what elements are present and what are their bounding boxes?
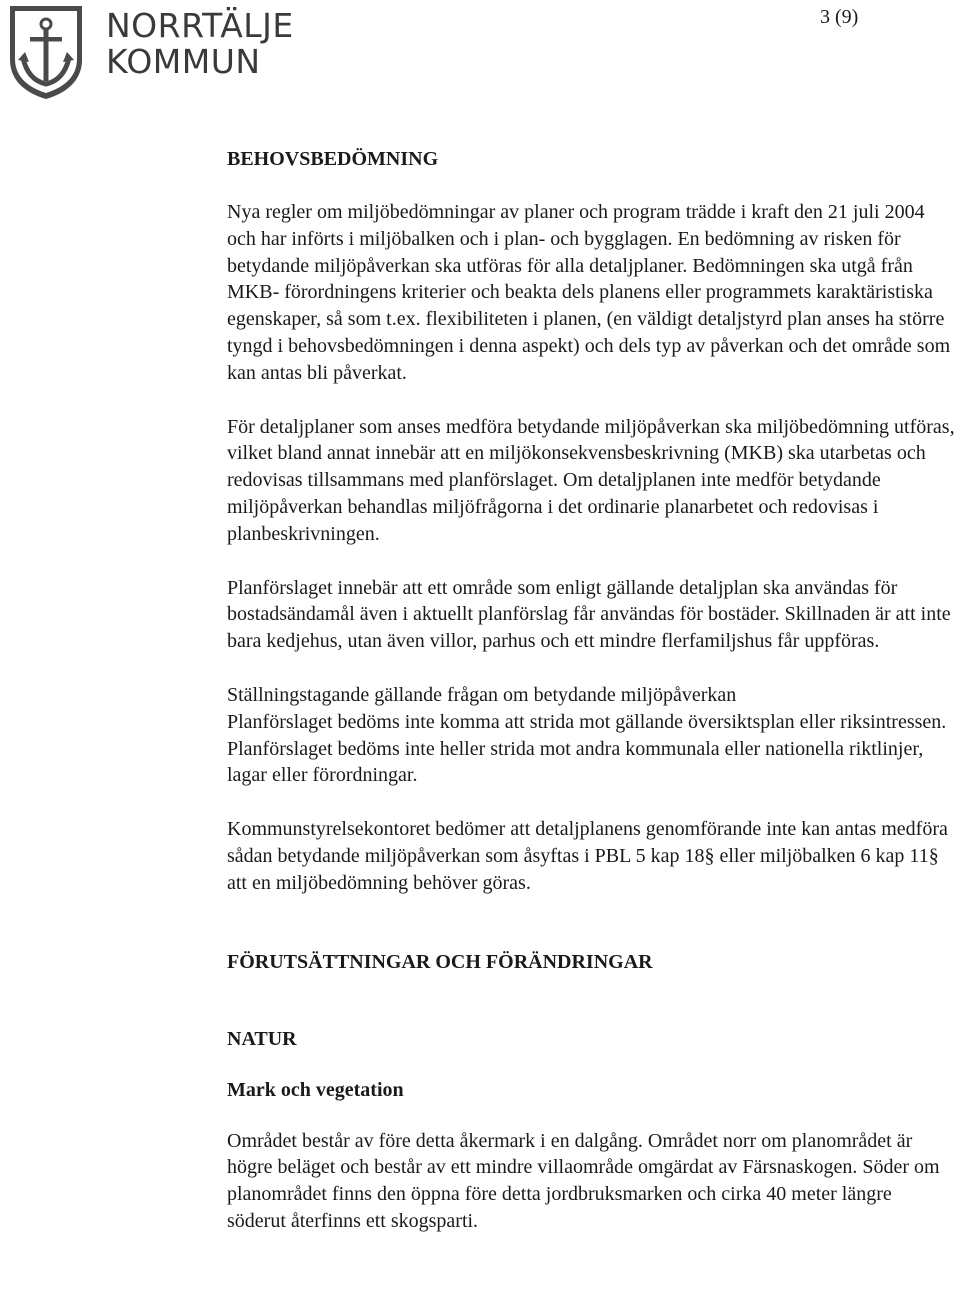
stallningstagande-block <box>227 682 955 789</box>
heading-forutsattningar: FÖRUTSÄTTNINGAR OCH FÖRÄNDRINGAR <box>227 950 653 973</box>
stallningstagande-title: Ställningstagande gällande frågan om betydande miljöpåverkan <box>227 683 737 706</box>
paragraph-detaljplaner: För detaljplaner som anses medföra betydande miljöpåverkan ska miljöbedömning utföras, vilket bland annat innebär att en miljökonsekvensbeskrivning (MKB) ska utarbetas och redovisas tillsammans med planförslaget. Om detaljplanen inte medför betydande miljöpåverkan behandlas miljöfrågorna i det ordinarie planarbetet och redovisas i planbeskrivningen. <box>227 415 955 545</box>
paragraph-kommunstyrelsekontoret: Kommunstyrelsekontoret bedömer att detaljplanens genomförande inte kan antas medföra sådan betydande miljöpåverkan som åsyftas i PBL 5 kap 18§ eller miljöbalken 6 kap 11§ att en miljöbedömning behöver göras. <box>227 818 948 894</box>
norrtalje-kommun-logo <box>6 4 306 100</box>
stallningstagande-body: Planförslaget bedöms inte komma att strida mot gällande översiktsplan eller riksintressen. Planförslaget bedöms inte heller strida mot andra kommunala eller nationella riktlinjer, lagar eller förordningar. <box>227 710 947 787</box>
heading-behovsbedomning: BEHOVSBEDÖMNING <box>227 148 439 170</box>
logo-line-2: KOMMUN <box>106 42 261 81</box>
logo-wordmark <box>106 8 294 80</box>
paragraph-omradet: Området består av före detta åkermark i en dalgång. Området norr om planområdet är högre beläget och består av ett mindre villaområde omgärdat av Färsnaskogen. Söder om planområdet finns den öppna före detta jordbruksmarken och cirka 40 meter längre söderut återfinns ett skogsparti. <box>227 1129 940 1232</box>
document-body <box>227 146 955 1235</box>
heading-natur: NATUR <box>227 1027 297 1050</box>
logo-line-1: NORRTÄLJE <box>106 6 294 45</box>
subheading-mark-och-vegetation: Mark och vegetation <box>227 1078 404 1101</box>
paragraph-planforslaget: Planförslaget innebär att ett område som enligt gällande detaljplan ska användas för bostadsändamål även i aktuellt planförslag får användas för bostäder. Skillnaden är att inte bara kedjehus, utan även villor, parhus och ett mindre flerfamiljshus får uppföras. <box>227 576 951 653</box>
paragraph-regler: Nya regler om miljöbedömningar av planer och program trädde i kraft den 21 juli 2004 och har införts i miljöbalken och i plan- och bygglagen. En bedömning av risken för betydande miljöpåverkan ska utföras för alla detaljplaner. Bedömningen ska utgå från MKB- förordningens kriterier och beakta dels planens eller programmets karaktäristiska egenskaper, så som t.ex. flexibiliteten i planen, (en väldigt detaljstyrd plan anses ha större tyngd i behovsbedömningen i denna aspekt) och dels typ av påverkan och det område som kan antas bli påverkat. <box>227 201 951 384</box>
page-number: 3 (9) <box>820 6 859 28</box>
municipal-seal-icon <box>6 4 86 100</box>
